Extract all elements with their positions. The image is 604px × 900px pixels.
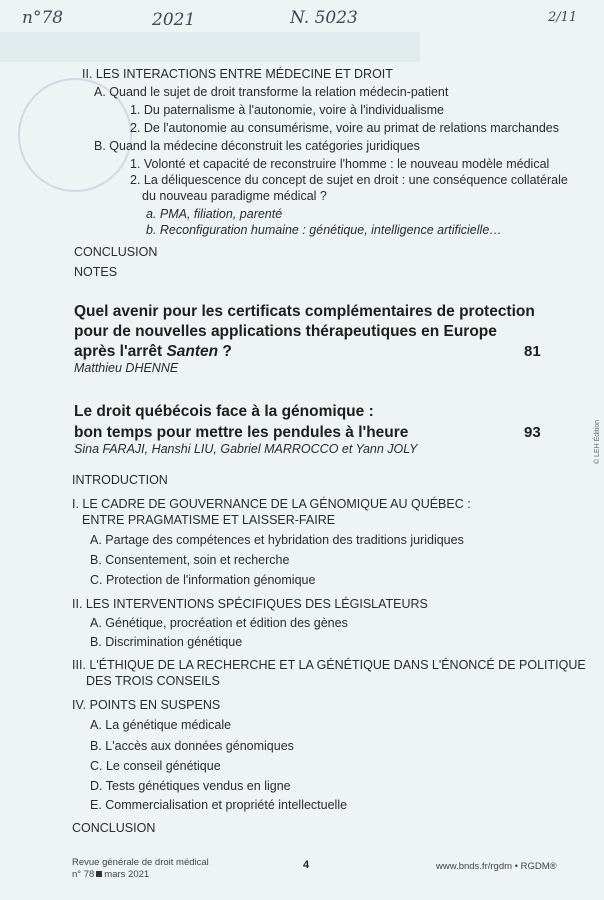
article2-section4: IV. POINTS EN SUSPENS <box>72 698 221 712</box>
article1-title-line2: pour de nouvelles applications thérapeutiques en Europe <box>74 323 497 340</box>
handwritten-number: N. 5023 <box>290 8 358 28</box>
article2-section2a: A. Génétique, procréation et édition des gènes <box>90 616 348 630</box>
article1-title-line3: après l'arrêt Santen ? <box>74 343 232 360</box>
toc-section-2b2-cont: du nouveau paradigme médical ? <box>142 189 327 203</box>
handwritten-page: 2/11 <box>548 10 578 25</box>
handwritten-issue: n°78 <box>22 8 64 28</box>
toc-section-2b2: 2. La déliquescence du concept de sujet en droit : une conséquence collatérale <box>130 173 568 187</box>
footer-journal: Revue générale de droit médical <box>72 857 209 868</box>
article2-section1-cont: ENTRE PRAGMATISME ET LAISSER-FAIRE <box>82 513 336 527</box>
toc-section-2a1: 1. Du paternalisme à l'autonomie, voire à l'individualisme <box>130 103 444 117</box>
toc-conclusion: CONCLUSION <box>74 245 158 259</box>
article2-section4c: C. Le conseil génétique <box>90 759 221 773</box>
article2-section4a: A. La génétique médicale <box>90 718 232 732</box>
toc-section-2b1: 1. Volonté et capacité de reconstruire l'homme : le nouveau modèle médical <box>130 157 550 171</box>
toc-section-2a: A. Quand le sujet de droit transforme la relation médecin-patient <box>94 85 449 99</box>
footer-page-number: 4 <box>303 859 310 871</box>
footer-issue-no: n° 78 <box>72 869 95 880</box>
toc-section-2: II. LES INTERACTIONS ENTRE MÉDECINE ET DROIT <box>82 67 393 81</box>
article2-authors: Sina FARAJI, Hanshi LIU, Gabriel MARROCCO et Yann JOLY <box>74 442 418 456</box>
article2-title-line2: bon temps pour mettre les pendules à l'heure <box>74 424 409 441</box>
article2-introduction: INTRODUCTION <box>72 473 168 487</box>
article2-section3: III. L'ÉTHIQUE DE LA RECHERCHE ET LA GÉNÉTIQUE DANS L'ÉNONCÉ DE POLITIQUE <box>72 658 586 672</box>
article2-page: 93 <box>524 424 541 441</box>
article2-section4d: D. Tests génétiques vendus en ligne <box>90 779 291 793</box>
article2-section4b: B. L'accès aux données génomiques <box>90 739 294 753</box>
article2-section2b: B. Discrimination génétique <box>90 635 243 649</box>
article2-section1b: B. Consentement, soin et recherche <box>90 553 290 567</box>
article2-section4e: E. Commercialisation et propriété intellectuelle <box>90 798 348 812</box>
toc-section-2b2a: a. PMA, filiation, parenté <box>146 207 283 221</box>
square-bullet-icon <box>96 871 102 877</box>
footer-issue <box>72 869 149 880</box>
side-copyright: © LEH Édition <box>594 420 601 465</box>
background-banner <box>0 32 420 62</box>
handwritten-year: 2021 <box>152 10 196 30</box>
article2-title-line1: Le droit québécois face à la génomique : <box>74 403 374 420</box>
footer-issue-date: mars 2021 <box>104 869 150 880</box>
article2-section1a: A. Partage des compétences et hybridation des traditions juridiques <box>90 533 464 547</box>
article1-page: 81 <box>524 343 541 360</box>
article1-author: Matthieu DHENNE <box>74 361 179 375</box>
article2-section1: I. LE CADRE DE GOUVERNANCE DE LA GÉNOMIQUE AU QUÉBEC : <box>72 497 471 511</box>
article2-section3-cont: DES TROIS CONSEILS <box>86 674 220 688</box>
article2-section2: II. LES INTERVENTIONS SPÉCIFIQUES DES LÉGISLATEURS <box>72 597 428 611</box>
toc-notes: NOTES <box>74 265 118 279</box>
article1-title-line1: Quel avenir pour les certificats complémentaires de protection <box>74 303 535 320</box>
footer-website: www.bnds.fr/rgdm • RGDM® <box>436 861 557 872</box>
toc-section-2b: B. Quand la médecine déconstruit les catégories juridiques <box>94 139 420 153</box>
article2-conclusion: CONCLUSION <box>72 821 156 835</box>
toc-section-2b2b: b. Reconfiguration humaine : génétique, intelligence artificielle… <box>146 223 502 237</box>
toc-section-2a2: 2. De l'autonomie au consumérisme, voire au primat de relations marchandes <box>130 121 559 135</box>
article2-section1c: C. Protection de l'information génomique <box>90 573 316 587</box>
